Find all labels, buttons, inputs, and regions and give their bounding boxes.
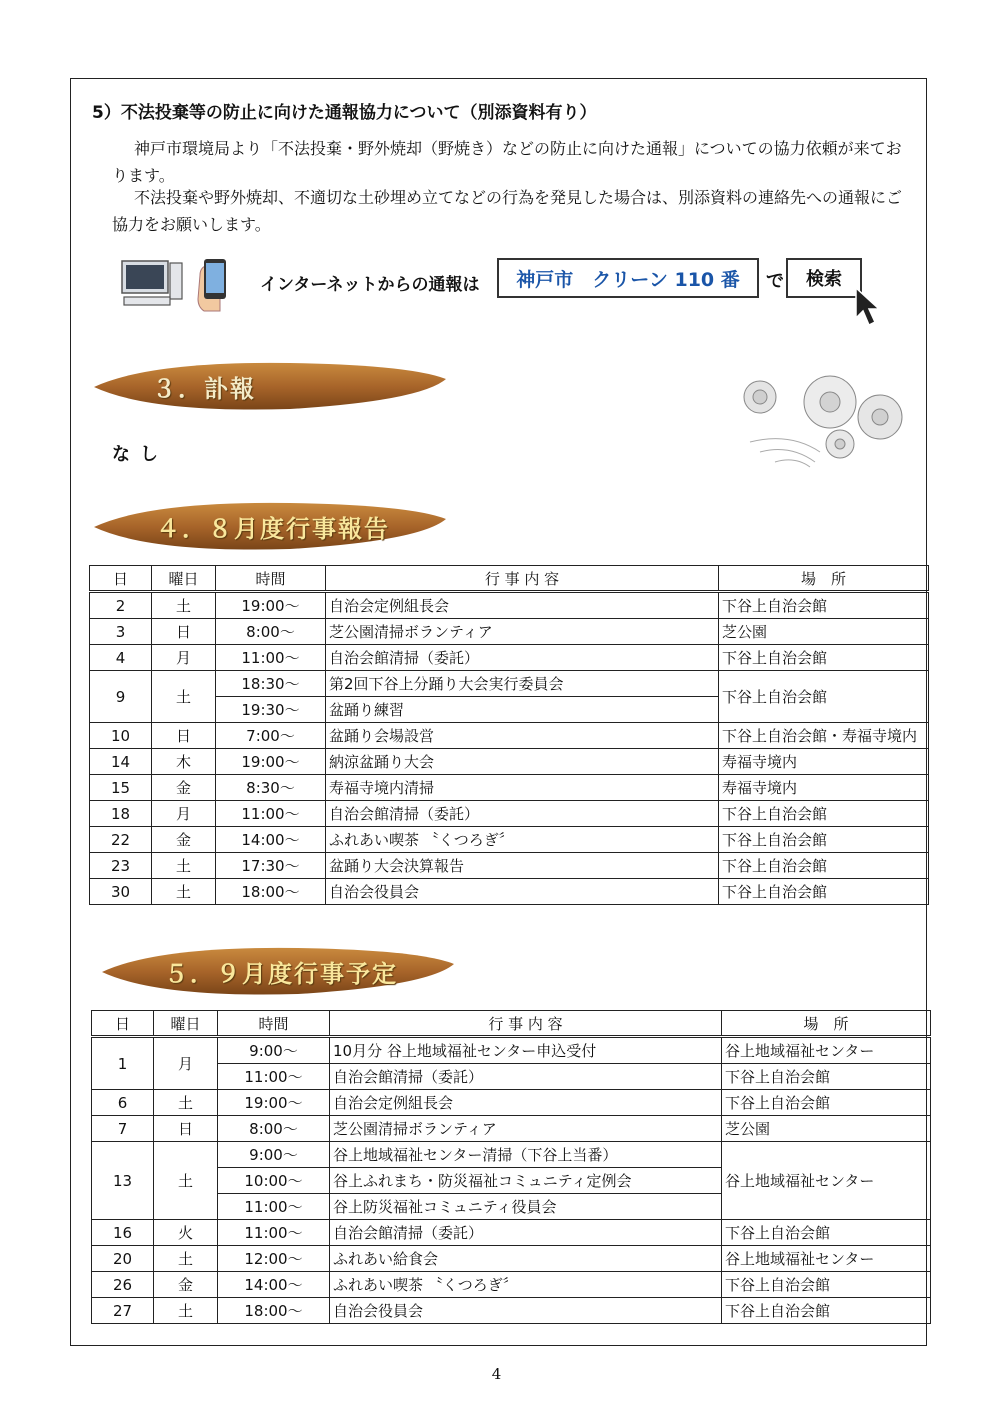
section4-title: ４．８月度行事報告 (156, 515, 390, 543)
cell-dow: 木 (152, 749, 216, 775)
section5b-header-board (98, 942, 458, 1000)
cell-place: 下谷上自治会館 (722, 1298, 931, 1324)
col-header-place: 場 所 (719, 566, 929, 592)
cell-time: 11:00～ (216, 801, 326, 827)
section5b-title: ５．９月度行事予定 (164, 960, 398, 988)
cell-place: 下谷上自治会館 (719, 645, 929, 671)
col-header-day: 日 (90, 566, 152, 592)
chrysanthemum-icon (720, 372, 915, 472)
table-row (90, 801, 929, 827)
cell-day: 27 (92, 1298, 154, 1324)
table-row (92, 1298, 931, 1324)
cell-event: 盆踊り会場設営 (326, 723, 719, 749)
cell-day: 2 (90, 592, 152, 619)
section5-paragraph-2: 不法投棄や野外焼却、不適切な土砂埋め立てなどの行為を発見した場合は、別添資料の連絡先への通報にご協力をお願いします。 (112, 188, 903, 234)
cell-dow: 土 (154, 1298, 218, 1324)
section3-body: なし (112, 444, 168, 465)
cell-dow: 土 (152, 671, 216, 723)
cell-event: 納涼盆踊り大会 (326, 749, 719, 775)
cell-place: 下谷上自治会館 (722, 1064, 931, 1090)
col-header-place: 場 所 (722, 1011, 931, 1037)
cell-place: 下谷上自治会館・寿福寺境内 (719, 723, 929, 749)
table-row (90, 645, 929, 671)
cell-day: 22 (90, 827, 152, 853)
cell-place: 下谷上自治会館 (719, 671, 929, 723)
col-header-dow: 曜日 (154, 1011, 218, 1037)
col-header-day: 日 (92, 1011, 154, 1037)
cell-time: 7:00～ (216, 723, 326, 749)
cell-place: 下谷上自治会館 (719, 592, 929, 619)
cell-time: 8:00～ (216, 619, 326, 645)
cell-day: 30 (90, 879, 152, 905)
cell-place: 谷上地域福祉センター (722, 1142, 931, 1220)
cell-event: 第2回下谷上分踊り大会実行委員会 (326, 671, 719, 697)
cell-dow: 日 (152, 723, 216, 749)
page-number: 4 (491, 1365, 502, 1383)
cell-event: 自治会館清掃（委託） (326, 645, 719, 671)
table-row (92, 1090, 931, 1116)
cell-day: 20 (92, 1246, 154, 1272)
cell-time: 11:00～ (218, 1220, 330, 1246)
cell-place: 芝公園 (719, 619, 929, 645)
cell-time: 8:30～ (216, 775, 326, 801)
cell-dow: 月 (152, 645, 216, 671)
cell-place: 寿福寺境内 (719, 775, 929, 801)
cell-event: 谷上防災福祉コミュニティ役員会 (330, 1194, 722, 1220)
cell-time: 14:00～ (216, 827, 326, 853)
cell-time: 17:30～ (216, 853, 326, 879)
computer-and-phone-icon (120, 255, 240, 315)
cell-event: 芝公園清掃ボランティア (330, 1116, 722, 1142)
cell-day: 4 (90, 645, 152, 671)
cell-dow: 月 (154, 1037, 218, 1090)
cell-day: 3 (90, 619, 152, 645)
col-header-event: 行 事 内 容 (326, 566, 719, 592)
wooden-board-icon (90, 357, 450, 415)
cell-dow: 土 (152, 879, 216, 905)
cell-place: 寿福寺境内 (719, 749, 929, 775)
cell-event: ふれあい喫茶 〝くつろぎ〞 (330, 1272, 722, 1298)
cell-event: 盆踊り大会決算報告 (326, 853, 719, 879)
col-header-time: 時間 (218, 1011, 330, 1037)
section3-header-board (90, 357, 450, 415)
september-events-table (91, 1010, 931, 1324)
section5-title: 5）不法投棄等の防止に向けた通報協力について（別添資料有り） (92, 103, 597, 123)
cell-day: 1 (92, 1037, 154, 1090)
table-row (90, 723, 929, 749)
col-header-time: 時間 (216, 566, 326, 592)
cell-dow: 日 (152, 619, 216, 645)
cell-event: 自治会館清掃（委託） (330, 1220, 722, 1246)
cell-dow: 月 (152, 801, 216, 827)
search-term-box: 神戸市 クリーン 110 番 (497, 258, 759, 298)
cell-time: 18:00～ (216, 879, 326, 905)
cell-place: 下谷上自治会館 (719, 801, 929, 827)
cell-dow: 金 (152, 775, 216, 801)
cell-time: 18:00～ (218, 1298, 330, 1324)
cell-event: 盆踊り練習 (326, 697, 719, 723)
cell-place: 下谷上自治会館 (719, 853, 929, 879)
august-events-table (89, 565, 929, 905)
cell-place: 下谷上自治会館 (722, 1090, 931, 1116)
table-row (90, 749, 929, 775)
section4-header-board (90, 497, 450, 555)
cell-time: 19:30～ (216, 697, 326, 723)
cell-place: 下谷上自治会館 (719, 827, 929, 853)
cell-time: 12:00～ (218, 1246, 330, 1272)
section5-paragraph-1: 神戸市環境局より「不法投棄・野外焼却（野焼き）などの防止に向けた通報」についての協力依頼が来ております。 (112, 139, 902, 185)
cell-event: 自治会役員会 (326, 879, 719, 905)
cell-day: 9 (90, 671, 152, 723)
cell-day: 15 (90, 775, 152, 801)
cell-dow: 土 (152, 853, 216, 879)
table-row (92, 1246, 931, 1272)
table-row (90, 671, 929, 697)
cell-event: 自治会定例組長会 (326, 592, 719, 619)
cell-event: 自治会定例組長会 (330, 1090, 722, 1116)
cell-event: 谷上ふれまち・防災福祉コミュニティ定例会 (330, 1168, 722, 1194)
cell-dow: 土 (154, 1142, 218, 1220)
cell-dow: 土 (154, 1090, 218, 1116)
cell-time: 8:00～ (218, 1116, 330, 1142)
cell-event: 芝公園清掃ボランティア (326, 619, 719, 645)
col-header-dow: 曜日 (152, 566, 216, 592)
cell-place: 芝公園 (722, 1116, 931, 1142)
section3-title: ３．訃報 (152, 375, 256, 403)
cell-dow: 日 (154, 1116, 218, 1142)
cell-day: 6 (92, 1090, 154, 1116)
cell-event: 寿福寺境内清掃 (326, 775, 719, 801)
table-row (90, 879, 929, 905)
table-row (90, 592, 929, 619)
table-row (92, 1220, 931, 1246)
internet-report-text: インターネットからの通報は (260, 275, 480, 295)
cell-time: 10:00～ (218, 1168, 330, 1194)
cell-dow: 金 (152, 827, 216, 853)
cell-place: 下谷上自治会館 (719, 879, 929, 905)
cell-event: 谷上地域福祉センター清掃（下谷上当番） (330, 1142, 722, 1168)
cell-dow: 土 (152, 592, 216, 619)
cell-place: 下谷上自治会館 (722, 1272, 931, 1298)
mouse-cursor-icon (848, 286, 888, 330)
cell-event: 自治会館清掃（委託） (330, 1064, 722, 1090)
cell-time: 19:00～ (218, 1090, 330, 1116)
cell-day: 16 (92, 1220, 154, 1246)
particle-de: で (766, 271, 784, 292)
cell-day: 7 (92, 1116, 154, 1142)
search-button[interactable]: 検索 (786, 258, 862, 298)
table-row (92, 1064, 931, 1090)
cell-time: 9:00～ (218, 1037, 330, 1064)
cell-time: 19:00～ (216, 592, 326, 619)
cell-time: 11:00～ (218, 1194, 330, 1220)
cell-event: 10月分 谷上地域福祉センター申込受付 (330, 1037, 722, 1064)
cell-time: 18:30～ (216, 671, 326, 697)
table-row (90, 619, 929, 645)
cell-place: 下谷上自治会館 (722, 1220, 931, 1246)
table-row (92, 1272, 931, 1298)
table-row (92, 1037, 931, 1064)
cell-day: 10 (90, 723, 152, 749)
cell-time: 9:00～ (218, 1142, 330, 1168)
col-header-event: 行 事 内 容 (330, 1011, 722, 1037)
cell-time: 14:00～ (218, 1272, 330, 1298)
table-row (90, 853, 929, 879)
cell-day: 23 (90, 853, 152, 879)
cell-event: ふれあい喫茶 〝くつろぎ〞 (326, 827, 719, 853)
cell-event: 自治会館清掃（委託） (326, 801, 719, 827)
cell-place: 谷上地域福祉センター (722, 1246, 931, 1272)
table-row (90, 827, 929, 853)
cell-dow: 金 (154, 1272, 218, 1298)
cell-event: ふれあい給食会 (330, 1246, 722, 1272)
cell-day: 14 (90, 749, 152, 775)
cell-place: 谷上地域福祉センター (722, 1037, 931, 1064)
cell-day: 26 (92, 1272, 154, 1298)
cell-event: 自治会役員会 (330, 1298, 722, 1324)
cell-time: 11:00～ (218, 1064, 330, 1090)
cell-time: 19:00～ (216, 749, 326, 775)
cell-time: 11:00～ (216, 645, 326, 671)
cell-dow: 火 (154, 1220, 218, 1246)
cell-day: 13 (92, 1142, 154, 1220)
cell-dow: 土 (154, 1246, 218, 1272)
cell-day: 18 (90, 801, 152, 827)
table-row (90, 775, 929, 801)
table-row (92, 1142, 931, 1168)
table-row (92, 1116, 931, 1142)
